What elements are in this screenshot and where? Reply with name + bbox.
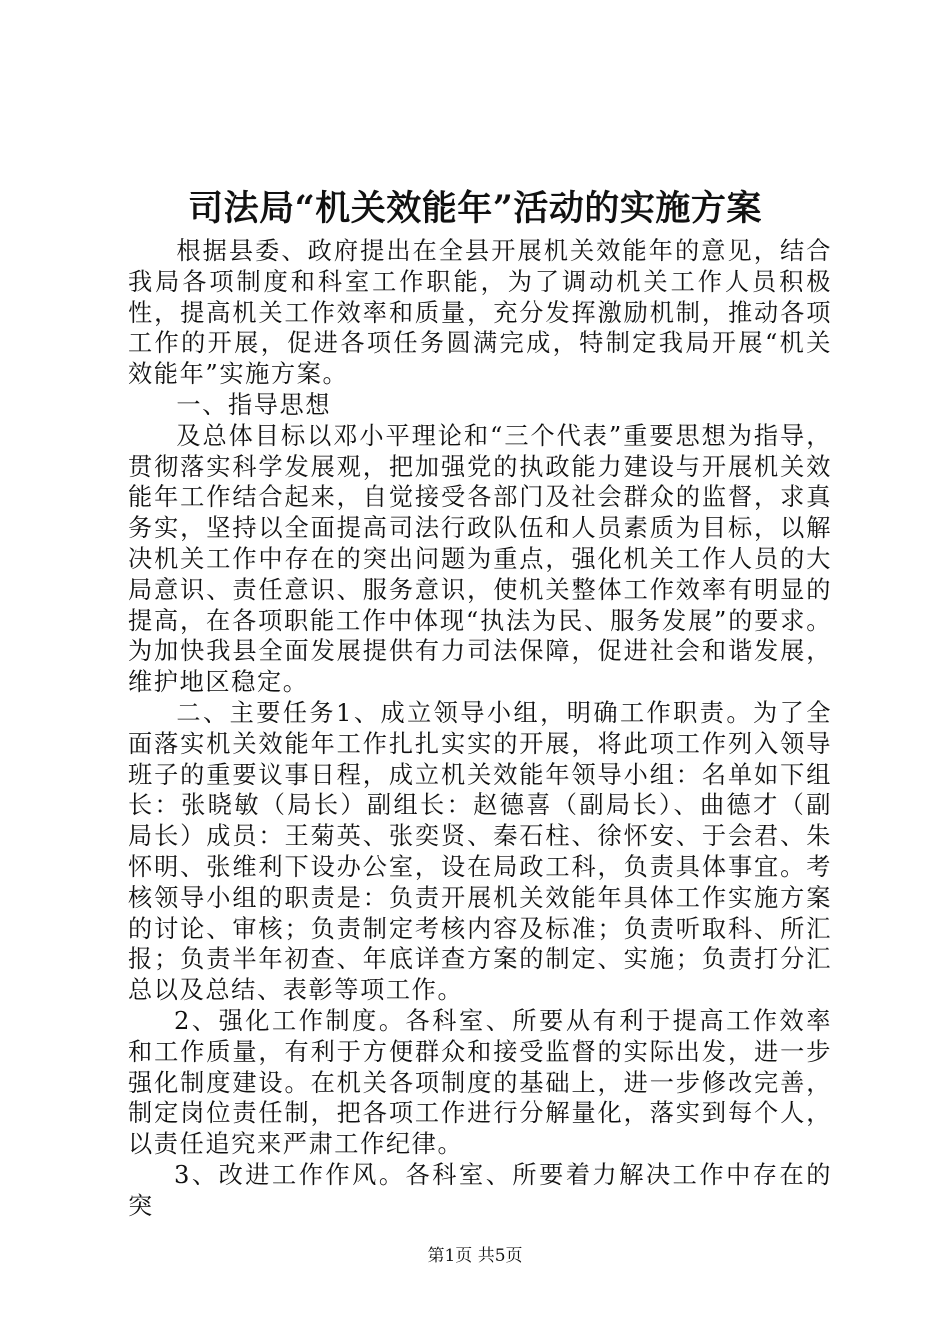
page-footer: 第1页 共5页 [427, 1246, 523, 1266]
document-body [128, 236, 832, 1222]
paragraph-intro: 根据县委、政府提出在全县开展机关效能年的意见，结合我局各项制度和科室工作职能，为了调动机关工作人员积极性，提高机关工作效率和质量，充分发挥激励机制，推动各项工作的开展，促进各项任务圆满完成，特制定我局开展“机关效能年”实施方案。 [128, 237, 832, 389]
paragraph-work-style: 3、改进工作作风。各科室、所要着力解决工作中存在的突 [128, 1160, 832, 1220]
section-heading-guiding-thought: 一、指导思想 [176, 390, 332, 419]
paragraph-main-tasks: 二、主要任务1、成立领导小组，明确工作职责。为了全面落实机关效能年工作扎扎实实的开展，将此项工作列入领导班子的重要议事日程，成立机关效能年领导小组：名单如下组长：张晓敏（局长）副组长：赵德喜（副局长）、曲德才（副局长）成员：王菊英、张奕贤、秦石柱、徐怀安、于会君、朱怀明、张维利下设办公室，设在局政工科，负责具体事宜。考核领导小组的职责是：负责开展机关效能年具体工作实施方案的讨论、审核；负责制定考核内容及标准；负责听取科、所汇报；负责半年初查、年底详查方案的制定、实施；负责打分汇总以及总结、表彰等项工作。 [128, 698, 832, 1005]
paragraph-work-system: 2、强化工作制度。各科室、所要从有利于提高工作效率和工作质量，有利于方便群众和接受监督的实际出发，进一步强化制度建设。在机关各项制度的基础上，进一步修改完善，制定岗位责任制，把各项工作进行分解量化，落实到每个人，以责任追究来严肃工作纪律。 [128, 1006, 832, 1159]
document-title: 司法局“机关效能年”活动的实施方案 [188, 188, 762, 229]
paragraph-overall-goal: 及总体目标以邓小平理论和“三个代表”重要思想为指导，贯彻落实科学发展观，把加强党的执政能力建设与开展机关效能年工作结合起来，自觉接受各部门及社会群众的监督，求真务实，坚持以全面提高司法行政队伍和人员素质为目标，以解决机关工作中存在的突出问题为重点，强化机关工作人员的大局意识、责任意识、服务意识，使机关整体工作效率有明显的提高，在各项职能工作中体现“执法为民、服务发展”的要求。为加快我县全面发展提供有力司法保障，促进社会和谐发展，维护地区稳定。 [128, 421, 832, 697]
